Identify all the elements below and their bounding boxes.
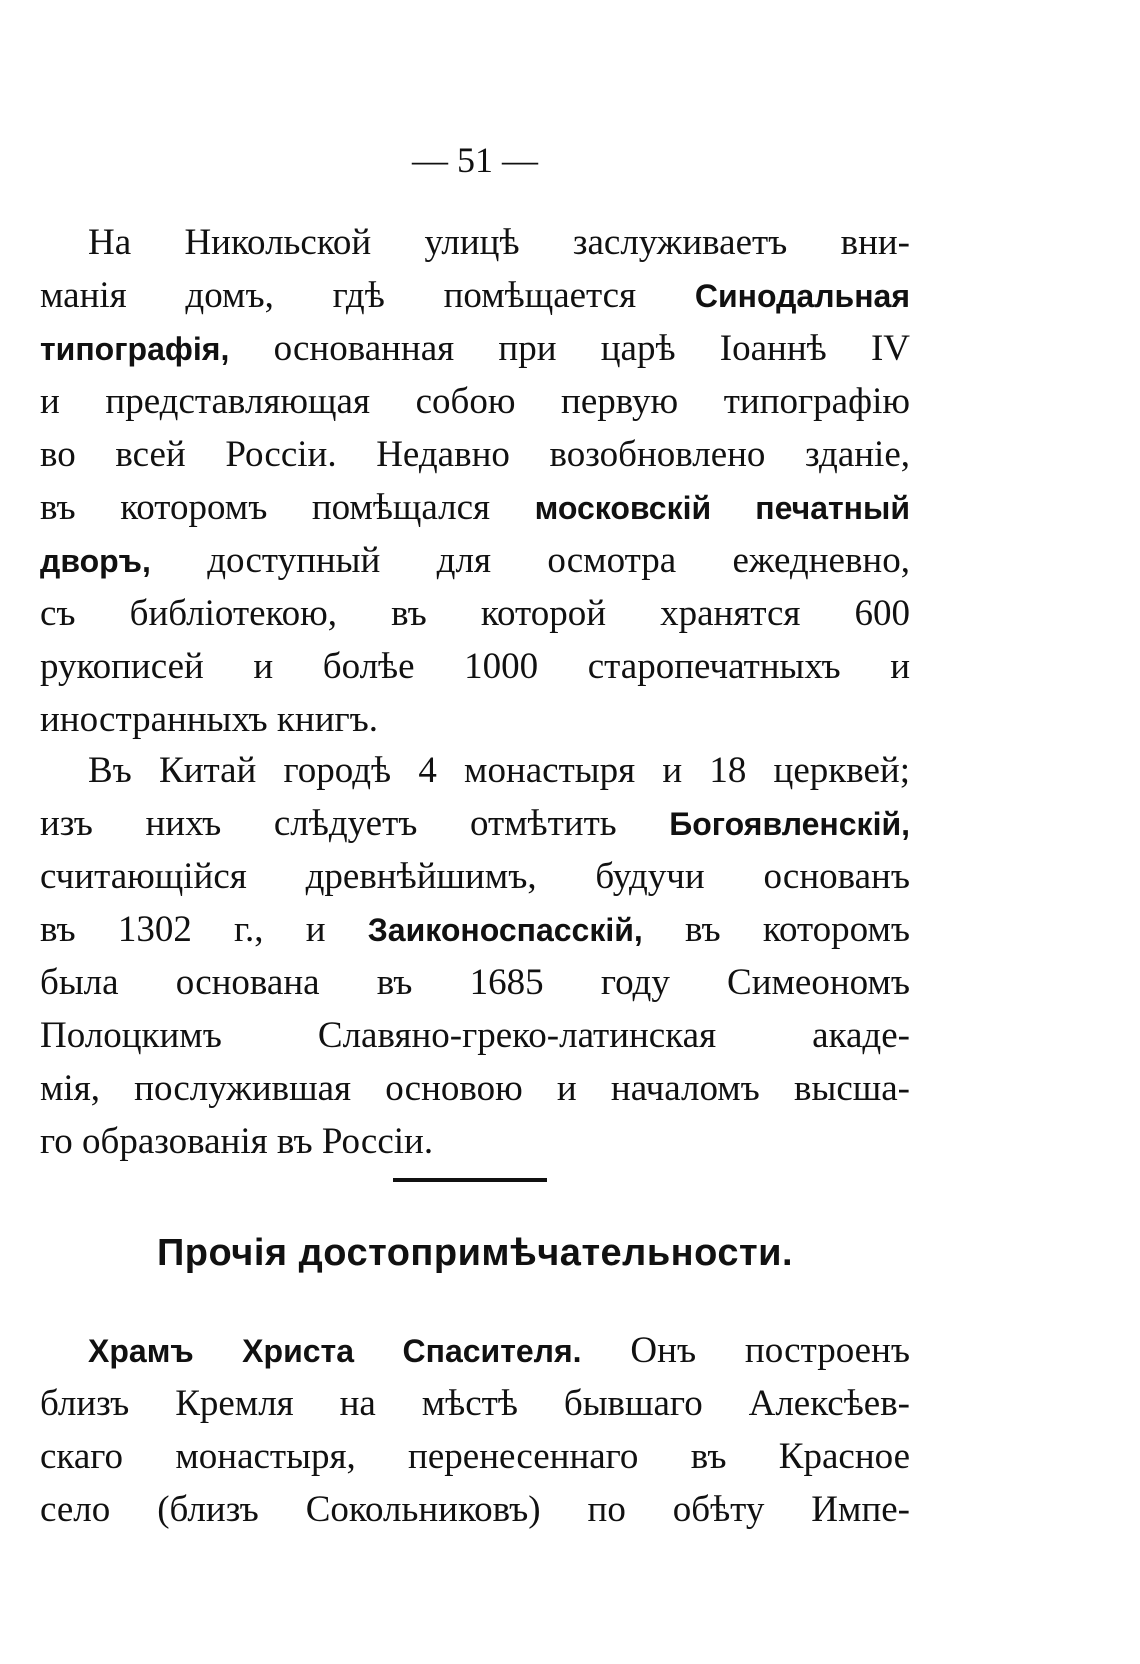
text-line: и представляющая собою первую типографію (40, 381, 910, 422)
emphasis-cathedral-name: Храмъ Христа Спасителя. (88, 1333, 582, 1369)
text-line: го образованія въ Россіи. (40, 1121, 434, 1162)
text-line: На Никольской улицѣ заслуживаетъ вни- (88, 222, 910, 263)
text-line: изъ нихъ слѣдуетъ отмѣтить Богоявленскій, (40, 803, 910, 844)
emphasis-bogoyavlensky: Богоявленскій, (669, 806, 910, 842)
text-line: рукописей и болѣе 1000 старопечатныхъ и (40, 646, 910, 687)
text-line: Полоцкимъ Славяно-греко-латинская акаде- (40, 1015, 910, 1056)
paragraph-cathedral (40, 1324, 910, 1536)
text-line: иностранныхъ книгъ. (40, 699, 379, 740)
text-line: манія домъ, гдѣ помѣщается Синодальная (40, 275, 910, 316)
text-line: близъ Кремля на мѣстѣ бывшаго Алексѣев- (40, 1383, 910, 1424)
text-line: Храмъ Христа Спасителя. Онъ построенъ (88, 1330, 910, 1371)
section-heading: Прочія достопримѣчательности. (156, 1232, 794, 1274)
text-line: село (близъ Сокольниковъ) по обѣту Импе- (40, 1489, 910, 1530)
text-line: въ 1302 г., и Заиконоспасскій, въ которомъ (40, 909, 910, 950)
text-line: типографія, основанная при царѣ Іоаннѣ IV (40, 328, 910, 369)
paragraph-kitai-gorod (40, 744, 910, 1168)
emphasis-zaikonospassky: Заиконоспасскій, (367, 912, 643, 948)
text-line: Въ Китай городѣ 4 монастыря и 18 церквей; (88, 750, 910, 791)
text-line: скаго монастыря, перенесеннаго въ Красное (40, 1436, 910, 1477)
text-line: во всей Россіи. Недавно возобновлено зданіе, (40, 434, 910, 475)
text-line: мія, послужившая основою и началомъ высша- (40, 1068, 910, 1109)
text-line: въ которомъ помѣщался московскій печатный (40, 487, 910, 528)
emphasis-typography: типографія, (40, 331, 230, 367)
emphasis-moscow-printing: московскій печатный (534, 490, 910, 526)
emphasis-synodal: Синодальная (694, 278, 910, 314)
section-divider (393, 1178, 547, 1182)
page-number: — 51 — (412, 140, 538, 180)
text-line: была основана въ 1685 году Симеономъ (40, 962, 910, 1003)
text-line: дворъ, доступный для осмотра ежедневно, (40, 540, 910, 581)
book-page (40, 0, 910, 1664)
text-line: считающійся древнѣйшимъ, будучи основанъ (40, 856, 910, 897)
paragraph-nikolskaya-street (40, 216, 910, 746)
emphasis-yard: дворъ, (40, 543, 151, 579)
text-line: съ библіотекою, въ которой хранятся 600 (40, 593, 910, 634)
